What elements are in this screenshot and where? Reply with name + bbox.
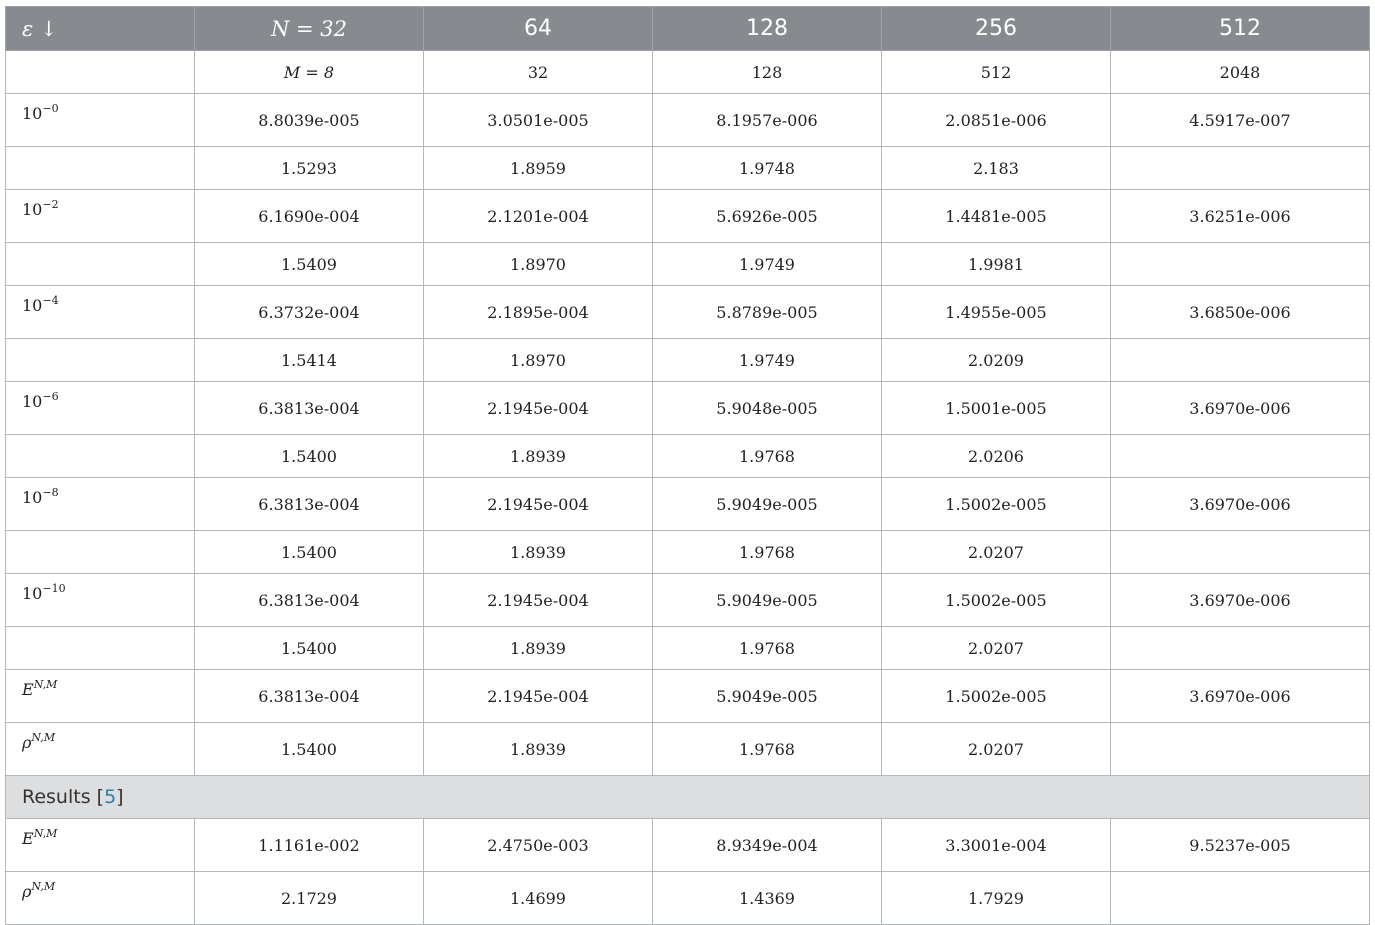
rate-cell: 1.4699 <box>424 872 653 925</box>
convergence-table <box>5 6 1370 925</box>
epsilon-label-superscript: −8 <box>42 486 59 499</box>
empty-label-cell <box>6 147 195 190</box>
error-cell: 6.3813e-004 <box>195 574 424 627</box>
rate-cell: 1.9768 <box>653 627 882 670</box>
rate-cell: 2.1729 <box>195 872 424 925</box>
error-cell: 8.9349e-004 <box>653 819 882 872</box>
rate-cell: 1.5400 <box>195 627 424 670</box>
m-row <box>6 51 1370 94</box>
error-cell: 8.1957e-006 <box>653 94 882 147</box>
rate-cell: 2.0209 <box>882 339 1111 382</box>
error-cell: 5.9049e-005 <box>653 478 882 531</box>
rate-cell <box>1111 339 1370 382</box>
epsilon-label-superscript: −4 <box>42 294 59 307</box>
rate-cell <box>1111 531 1370 574</box>
rate-cell: 1.9768 <box>653 435 882 478</box>
error-row <box>6 382 1370 435</box>
rate-cell: 1.8939 <box>424 627 653 670</box>
rate-row <box>6 243 1370 286</box>
rate-cell: 1.7929 <box>882 872 1111 925</box>
rate-cell: 1.5400 <box>195 723 424 776</box>
max-rate-label <box>6 723 195 776</box>
section-label: Results [ <box>22 786 105 808</box>
rate-cell: 2.0207 <box>882 627 1111 670</box>
error-row <box>6 286 1370 339</box>
empty-label-cell <box>6 435 195 478</box>
ref-rate-row <box>6 872 1370 925</box>
rate-cell: 1.9748 <box>653 147 882 190</box>
error-cell: 3.0501e-005 <box>424 94 653 147</box>
epsilon-label <box>6 478 195 531</box>
rate-cell: 1.8939 <box>424 531 653 574</box>
rate-cell: 1.9981 <box>882 243 1111 286</box>
error-cell: 6.3732e-004 <box>195 286 424 339</box>
error-cell: 5.9049e-005 <box>653 574 882 627</box>
error-cell: 2.1945e-004 <box>424 382 653 435</box>
error-row <box>6 478 1370 531</box>
n-column-header: 512 <box>1111 7 1370 51</box>
error-cell: 6.3813e-004 <box>195 670 424 723</box>
max-error-row <box>6 670 1370 723</box>
epsilon-label <box>6 382 195 435</box>
rate-cell: 1.5400 <box>195 435 424 478</box>
error-cell: 2.1945e-004 <box>424 574 653 627</box>
rate-cell: 1.5414 <box>195 339 424 382</box>
max-error-label-superscript: N,M <box>33 678 58 691</box>
rate-cell: 2.183 <box>882 147 1111 190</box>
error-cell: 3.6251e-006 <box>1111 190 1370 243</box>
rate-cell: 1.9768 <box>653 723 882 776</box>
max-rate-row <box>6 723 1370 776</box>
header-row <box>6 7 1370 51</box>
error-cell: 6.3813e-004 <box>195 478 424 531</box>
empty-label-cell <box>6 531 195 574</box>
epsilon-label <box>6 574 195 627</box>
rate-cell: 1.9768 <box>653 531 882 574</box>
epsilon-label <box>6 286 195 339</box>
epsilon-label-base: 10 <box>22 104 43 123</box>
epsilon-label-superscript: −2 <box>42 198 59 211</box>
rate-row <box>6 627 1370 670</box>
rate-cell: 1.8970 <box>424 339 653 382</box>
epsilon-label-base: 10 <box>22 296 43 315</box>
ref-error-label-base: E <box>22 829 34 848</box>
n-column-header: 64 <box>424 7 653 51</box>
n-column-header: 128 <box>653 7 882 51</box>
section-label-close: ] <box>116 786 124 808</box>
rate-cell: 1.5293 <box>195 147 424 190</box>
error-cell: 3.6970e-006 <box>1111 574 1370 627</box>
error-cell: 5.6926e-005 <box>653 190 882 243</box>
rate-cell: 2.0207 <box>882 723 1111 776</box>
rate-cell <box>1111 723 1370 776</box>
error-cell: 5.9048e-005 <box>653 382 882 435</box>
rate-cell: 1.5400 <box>195 531 424 574</box>
error-cell: 1.5002e-005 <box>882 670 1111 723</box>
rate-cell: 2.0207 <box>882 531 1111 574</box>
error-cell: 3.6970e-006 <box>1111 382 1370 435</box>
error-cell: 3.6850e-006 <box>1111 286 1370 339</box>
epsilon-label <box>6 190 195 243</box>
error-cell: 2.1201e-004 <box>424 190 653 243</box>
epsilon-label-base: 10 <box>22 392 43 411</box>
rate-cell: 1.5409 <box>195 243 424 286</box>
epsilon-label-superscript: −0 <box>42 102 59 115</box>
error-cell: 2.1945e-004 <box>424 670 653 723</box>
max-rate-label-base: ρ <box>22 733 32 752</box>
rate-cell: 1.4369 <box>653 872 882 925</box>
epsilon-label-base: 10 <box>22 200 43 219</box>
ref-rate-label-base: ρ <box>22 882 32 901</box>
error-cell: 4.5917e-007 <box>1111 94 1370 147</box>
error-cell: 2.4750e-003 <box>424 819 653 872</box>
rate-row <box>6 339 1370 382</box>
error-cell: 1.5002e-005 <box>882 574 1111 627</box>
error-cell: 6.1690e-004 <box>195 190 424 243</box>
m-row-label <box>6 51 195 94</box>
error-row <box>6 190 1370 243</box>
error-cell: 1.1161e-002 <box>195 819 424 872</box>
error-cell: 1.4955e-005 <box>882 286 1111 339</box>
error-cell: 3.6970e-006 <box>1111 478 1370 531</box>
empty-label-cell <box>6 339 195 382</box>
epsilon-label-base: 10 <box>22 584 43 603</box>
error-row <box>6 574 1370 627</box>
rate-row <box>6 531 1370 574</box>
ref-rate-label <box>6 872 195 925</box>
max-error-label <box>6 670 195 723</box>
results-section-title <box>6 776 1370 819</box>
m-value: 128 <box>653 51 882 94</box>
error-cell: 1.5001e-005 <box>882 382 1111 435</box>
n-column-header: N = 32 <box>195 7 424 51</box>
error-cell: 5.9049e-005 <box>653 670 882 723</box>
rate-cell <box>1111 435 1370 478</box>
error-cell: 6.3813e-004 <box>195 382 424 435</box>
rate-row <box>6 147 1370 190</box>
rate-cell: 1.8939 <box>424 723 653 776</box>
empty-label-cell <box>6 243 195 286</box>
ref-error-label-superscript: N,M <box>33 827 58 840</box>
m-value: M = 8 <box>195 51 424 94</box>
error-cell: 2.1895e-004 <box>424 286 653 339</box>
epsilon-label <box>6 94 195 147</box>
error-cell: 9.5237e-005 <box>1111 819 1370 872</box>
error-cell: 3.6970e-006 <box>1111 670 1370 723</box>
error-cell: 2.1945e-004 <box>424 478 653 531</box>
rate-cell <box>1111 627 1370 670</box>
error-cell: 1.5002e-005 <box>882 478 1111 531</box>
rate-cell: 2.0206 <box>882 435 1111 478</box>
error-cell: 2.0851e-006 <box>882 94 1111 147</box>
error-row <box>6 94 1370 147</box>
error-cell: 3.3001e-004 <box>882 819 1111 872</box>
error-cell: 8.8039e-005 <box>195 94 424 147</box>
rate-cell: 1.9749 <box>653 243 882 286</box>
error-cell: 1.4481e-005 <box>882 190 1111 243</box>
rate-cell: 1.8939 <box>424 435 653 478</box>
error-cell: 5.8789e-005 <box>653 286 882 339</box>
ref-error-row <box>6 819 1370 872</box>
m-value: 32 <box>424 51 653 94</box>
rate-cell: 1.8959 <box>424 147 653 190</box>
n-column-header: 256 <box>882 7 1111 51</box>
rate-cell <box>1111 872 1370 925</box>
results-section-row <box>6 776 1370 819</box>
citation-link[interactable]: 5 <box>104 786 117 808</box>
rate-cell <box>1111 147 1370 190</box>
rate-row <box>6 435 1370 478</box>
rate-cell <box>1111 243 1370 286</box>
ref-rate-label-superscript: N,M <box>31 880 56 893</box>
m-value: 512 <box>882 51 1111 94</box>
max-rate-label-superscript: N,M <box>31 731 56 744</box>
max-error-label-base: E <box>22 680 34 699</box>
epsilon-label-base: 10 <box>22 488 43 507</box>
rate-cell: 1.9749 <box>653 339 882 382</box>
m-value: 2048 <box>1111 51 1370 94</box>
empty-label-cell <box>6 627 195 670</box>
epsilon-column-header: ε ↓ <box>6 7 195 51</box>
rate-cell: 1.8970 <box>424 243 653 286</box>
epsilon-label-superscript: −6 <box>42 390 59 403</box>
ref-error-label <box>6 819 195 872</box>
epsilon-label-superscript: −10 <box>42 582 66 595</box>
